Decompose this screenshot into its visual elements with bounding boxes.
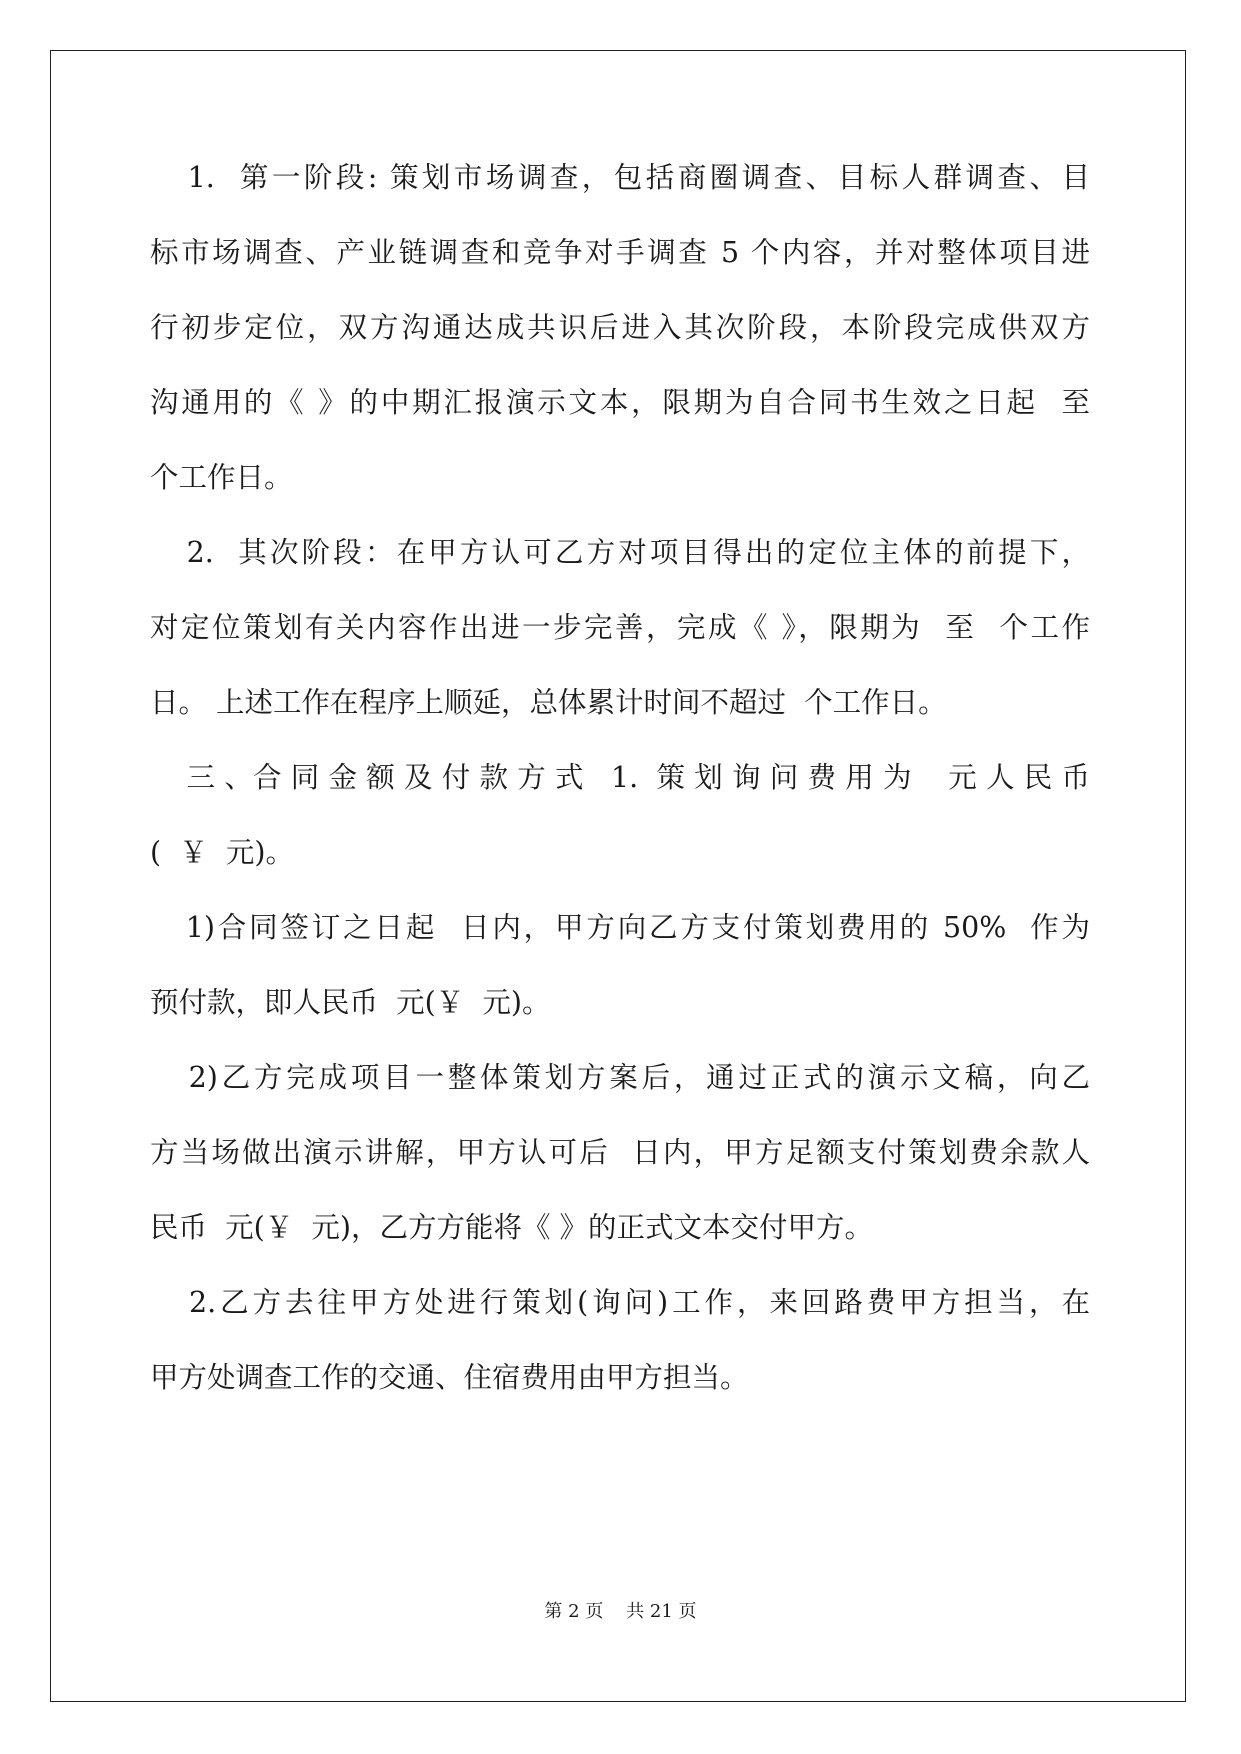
paragraph-line: 方当场做出演示讲解，甲方认可后 日内，甲方足额支付策划费余款人 [150, 1136, 1090, 1169]
paragraph-line: 日。 上述工作在程序上顺延，总体累计时间不超过 个工作日。 [150, 686, 947, 719]
paragraph-line: 2)乙方完成项目一整体策划方案后，通过正式的演示文稿，向乙 [150, 1061, 1090, 1094]
page-number-label: 第 2 页 共 21 页 [544, 1601, 697, 1622]
page-footer [0, 1600, 1241, 1624]
paragraph-line: 沟通用的《 》的中期汇报演示文本，限期为自合同书生效之日起 至 [150, 386, 1090, 419]
paragraph-line: 1)合同签订之日起 日内，甲方向乙方支付策划费用的 50% 作为 [150, 911, 1090, 944]
paragraph-line: 甲方处调查工作的交通、住宿费用由甲方担当。 [150, 1361, 749, 1394]
paragraph-line: 标市场调查、产业链调查和竞争对手调查 5 个内容，并对整体项目进 [150, 236, 1090, 269]
paragraph-line: ( ￥ 元)。 [150, 836, 294, 869]
page-border [50, 50, 1186, 1702]
paragraph-line: 对定位策划有关内容作出进一步完善，完成《 》，限期为 至 个工作 [150, 611, 1090, 644]
paragraph-line: 预付款，即人民币 元(￥ 元)。 [150, 986, 551, 1019]
paragraph-line: 行初步定位，双方沟通达成共识后进入其次阶段，本阶段完成供双方 [150, 311, 1090, 344]
paragraph-line: 1. 第一阶段: 策划市场调查，包括商圈调查、目标人群调查、目 [150, 161, 1090, 194]
paragraph-line: 个工作日。 [150, 461, 293, 494]
section-heading-line: 三 、合 同 金 额 及 付 款 方 式 1. 策 划 询 问 费 用 为 元 人 民 币 [150, 761, 1090, 794]
paragraph-line: 民币 元(￥ 元)，乙方方能将《 》的正式文本交付甲方。 [150, 1211, 874, 1244]
paragraph-line: 2.乙方去往甲方处进行策划(询问)工作，来回路费甲方担当，在 [150, 1286, 1090, 1319]
paragraph-line: 2. 其次阶段：在甲方认可乙方对项目得出的定位主体的前提下， [150, 536, 1090, 569]
